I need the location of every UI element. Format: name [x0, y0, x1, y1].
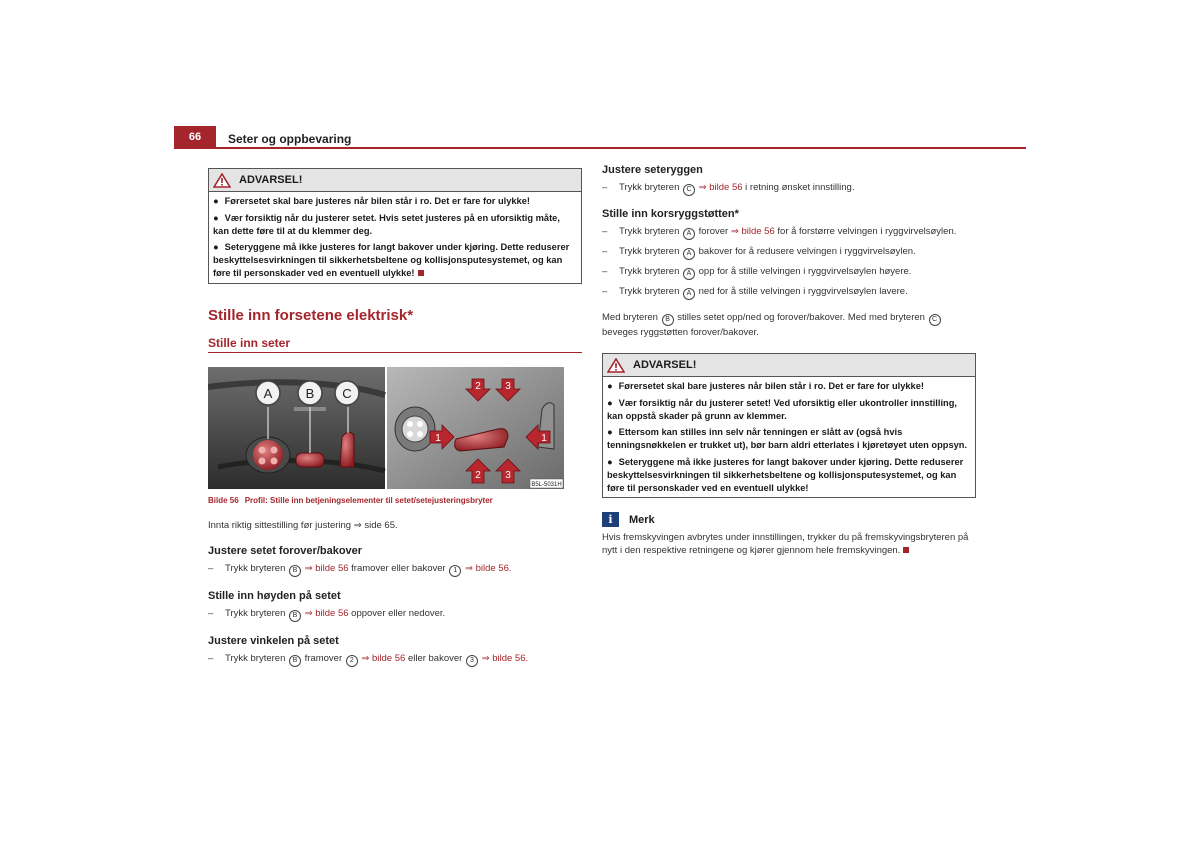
step-korsrygg-2: – Trykk bryteren A bakover for å redusere velvingen i ryggvirvelsøylen. — [602, 245, 976, 260]
figure-ref-link[interactable]: ⇒ bilde 56 — [361, 652, 406, 664]
end-square-icon — [903, 547, 909, 553]
step-forover: – Trykk bryteren B ⇒ bilde 56 framover eller bakover 1 ⇒ bilde 56. — [208, 562, 582, 577]
switch-label-a: A — [263, 385, 273, 401]
figure-ref-link[interactable]: ⇒ bilde 56 — [481, 652, 526, 664]
step-korsrygg-1: – Trykk bryteren A forover ⇒ bilde 56 for å forstørre velvingen i ryggvirvelsøylen. — [602, 225, 976, 240]
warning-triangle-icon — [607, 358, 625, 373]
switch-ref-a: A — [683, 268, 695, 280]
note-text: Hvis fremskyvingen avbrytes under innstillingen, trykker du på fremskyvingsbryteren på nytt i den respektive retningene og kjører gjennom hele fremskyvingen. — [602, 532, 969, 557]
warning-item: ● Vær forsiktig når du justerer setet! Ved uforsiktig eller ukontroller innstilling, kan oppstå skader på grunn av klemmer. — [607, 397, 957, 421]
warning-item: ● Seteryggene må ikke justeres for langt bakover under kjøring. Dette reduserer beskyttelsesvirkningen til sikkerhetsbeltene og kollisjonsputesystemet, og kan føre til personskader ved en eventuell ulykke! — [607, 456, 964, 493]
warning-title: ADVARSEL! — [239, 174, 303, 186]
arrow-label-3-top: 3 — [505, 380, 511, 392]
end-square-icon — [418, 270, 424, 276]
bullet-icon: ● — [213, 212, 219, 223]
page-ref-link[interactable]: side 65. — [364, 519, 398, 531]
bullet-icon: ● — [213, 196, 219, 206]
warning-item: ● Seteryggene må ikke justeres for langt bakover under kjøring. Dette reduserer beskyttelsesvirkningen til sikkerhetsbeltene og kollisjonsputesystemet, og kan føre til personskader ved en eventuell ulykke! — [213, 242, 570, 278]
seat-controls-illustration — [208, 367, 564, 489]
arrow-label-1-right: 1 — [541, 432, 547, 444]
switch-ref-b: B — [662, 314, 674, 326]
heading-korsrygg: Stille inn korsryggstøtten* — [602, 208, 739, 220]
figure-code: B5L-5031H — [531, 481, 562, 488]
heading-forover: Justere setet forover/bakover — [208, 544, 363, 557]
info-icon: i — [602, 512, 619, 527]
step-rygg: – Trykk bryteren C ⇒ bilde 56 i retning ønsket innstilling. — [602, 181, 976, 196]
subsection-title: Stille inn seter — [208, 335, 291, 350]
arrow-ref-3: 3 — [466, 655, 478, 667]
bullet-icon: ● — [607, 456, 613, 467]
warning-body — [603, 377, 975, 497]
med-bryteren-paragraph: Med bryteren B stilles setet opp/ned og forover/bakover. Med med bryteren C beveges ryggstøtten forover/bakover. — [602, 311, 976, 339]
chapter-title: Seter og oppbevaring — [228, 132, 352, 146]
warning-box-2 — [602, 353, 976, 498]
caption-label: Bilde 56 — [208, 495, 239, 505]
figure-ref-link[interactable]: ⇒ bilde 56 — [304, 607, 349, 619]
warning-title: ADVARSEL! — [633, 359, 697, 371]
step-korsrygg-4: – Trykk bryteren A ned for å stille velvingen i ryggvirvelsøylen lavere. — [602, 285, 976, 300]
switch-ref-a: A — [683, 288, 695, 300]
arrow-label-2-bottom: 2 — [475, 469, 481, 481]
warning-item: ● Førersetet skal bare justeres når bilen står i ro. Det er fare for ulykke! — [607, 381, 924, 391]
arrow-ref-1: 1 — [449, 565, 461, 577]
figure-caption — [208, 496, 582, 505]
warning-header — [209, 169, 581, 192]
warning-item: ● Førersetet skal bare justeres når bilen står i ro. Det er fare for ulykke! — [213, 196, 530, 206]
switch-ref-a: A — [683, 248, 695, 260]
switch-label-c: C — [342, 385, 352, 401]
warning-triangle-icon — [213, 173, 231, 188]
switch-ref-b: B — [289, 610, 301, 622]
step-vinkel: – Trykk bryteren B framover 2 ⇒ bilde 56 eller bakover 3 ⇒ bilde 56. — [208, 652, 582, 667]
right-column — [602, 164, 976, 557]
note-title: Merk — [629, 513, 655, 526]
step-korsrygg-3: – Trykk bryteren A opp for å stille velvingen i ryggvirvelsøylen høyere. — [602, 265, 976, 280]
warning-item: ● Vær forsiktig når du justerer setet. Hvis setet justeres på en uforsiktig måte, kan dette føre til at du klemmer deg. — [213, 212, 560, 236]
header-rule — [174, 147, 1026, 149]
switch-ref-b: B — [289, 655, 301, 667]
figure-ref-link[interactable]: ⇒ bilde 56 — [698, 182, 743, 193]
switch-label-b: B — [305, 385, 315, 401]
step-hoyden: – Trykk bryteren B ⇒ bilde 56 oppover eller nedover. — [208, 607, 582, 622]
figure-ref-link[interactable]: ⇒ bilde 56 — [464, 562, 509, 574]
left-column — [208, 168, 582, 667]
arrow-label-2-top: 2 — [475, 380, 481, 392]
arrow-ref-2: 2 — [346, 655, 358, 667]
arrow-label-3-bottom: 3 — [505, 469, 511, 481]
bullet-icon: ● — [607, 381, 613, 391]
warning-body — [209, 192, 581, 283]
switch-ref-a: A — [683, 228, 695, 240]
warning-header — [603, 354, 975, 377]
page-number-box — [174, 126, 216, 148]
arrow-label-1-left: 1 — [435, 432, 441, 444]
intro-paragraph: Innta riktig sittestilling før justering ⇒ side 65. — [208, 519, 398, 531]
note-header — [602, 512, 976, 527]
heading-rygg: Justere seteryggen — [602, 164, 703, 176]
page-number: 66 — [188, 131, 202, 143]
switch-ref-c: C — [683, 184, 695, 196]
heading-hoyden: Stille inn høyden på setet — [208, 589, 341, 602]
heading-vinkel: Justere vinkelen på setet — [208, 634, 339, 647]
subsection-rule — [208, 352, 582, 353]
figure-ref-link[interactable]: ⇒ bilde 56 — [730, 226, 775, 237]
caption-text: Profil: Stille inn betjeningselementer til setet/setejusteringsbryter — [244, 495, 493, 505]
bullet-icon: ● — [607, 397, 613, 408]
bullet-icon: ● — [607, 427, 613, 438]
warning-item: ● Ettersom kan stilles inn selv når tenningen er slått av (også hvis tenningsnøkkelen er trukket ut), bør barn aldri etterlates i kjøretøyet uten oppsyn. — [607, 427, 968, 451]
switch-ref-c: C — [929, 314, 941, 326]
switch-ref-b: B — [289, 565, 301, 577]
section-title: Stille inn forsetene elektrisk* — [208, 306, 414, 324]
warning-box-1 — [208, 168, 582, 284]
seat-controls-figure — [208, 367, 564, 489]
subsection-header — [208, 336, 582, 353]
figure-ref-link[interactable]: ⇒ bilde 56 — [304, 562, 349, 574]
bullet-icon: ● — [213, 242, 219, 253]
